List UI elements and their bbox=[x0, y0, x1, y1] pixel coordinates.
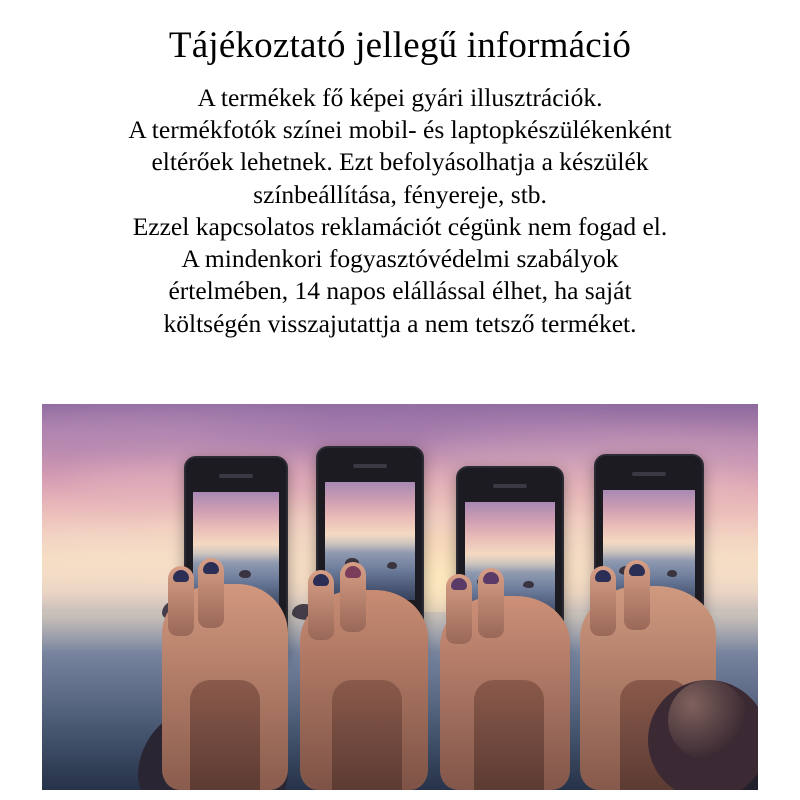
screen-rock bbox=[667, 570, 677, 577]
phone-speaker bbox=[493, 484, 527, 488]
screen-rock bbox=[523, 581, 534, 588]
finger bbox=[198, 558, 224, 628]
illustration-photo bbox=[42, 404, 758, 790]
person-head-highlight bbox=[668, 680, 748, 760]
fingernail bbox=[483, 572, 499, 584]
fingernail bbox=[203, 562, 219, 574]
finger bbox=[590, 566, 616, 636]
phone-screen bbox=[325, 482, 415, 600]
fingernail bbox=[173, 570, 189, 582]
phone-speaker bbox=[632, 472, 666, 476]
phone-speaker bbox=[219, 474, 253, 478]
screen-rock bbox=[239, 570, 251, 578]
paragraph-line: A termékek fő képei gyári illusztrációk. bbox=[197, 82, 603, 112]
hand-1 bbox=[162, 584, 288, 790]
paragraph-line: értelmében, 14 napos elállással élhet, ha saját bbox=[168, 276, 632, 306]
page-title: Tájékoztató jellegű információ bbox=[168, 25, 632, 66]
finger bbox=[340, 562, 366, 632]
fingernail bbox=[345, 566, 361, 578]
finger bbox=[478, 568, 504, 638]
finger bbox=[624, 560, 650, 630]
fingernail bbox=[595, 570, 611, 582]
fingernail bbox=[313, 574, 329, 586]
fingernail bbox=[451, 578, 467, 590]
photo-scene bbox=[42, 404, 758, 790]
finger bbox=[168, 566, 194, 636]
hand-2 bbox=[300, 590, 428, 790]
arm bbox=[474, 680, 544, 790]
info-paragraph bbox=[0, 66, 800, 340]
paragraph-line: A mindenkori fogyasztóvédelmi szabályok bbox=[181, 244, 619, 274]
phone-speaker bbox=[353, 464, 387, 468]
finger bbox=[446, 574, 472, 644]
paragraph-line: A termékfotók színei mobil- és laptopkészülékenként bbox=[128, 115, 672, 145]
arm bbox=[190, 680, 260, 790]
finger bbox=[308, 570, 334, 640]
paragraph-line: költségén visszajutattja a nem tetsző terméket. bbox=[163, 308, 637, 338]
hand-3 bbox=[440, 596, 570, 790]
paragraph-line: színbeállítása, fényereje, stb. bbox=[253, 179, 547, 209]
screen-rock bbox=[387, 562, 397, 569]
paragraph-line: Ezzel kapcsolatos reklamációt cégünk nem fogad el. bbox=[132, 211, 668, 241]
paragraph-line: eltérőek lehetnek. Ezt befolyásolhatja a készülék bbox=[151, 147, 649, 177]
fingernail bbox=[629, 564, 645, 576]
arm bbox=[332, 680, 402, 790]
